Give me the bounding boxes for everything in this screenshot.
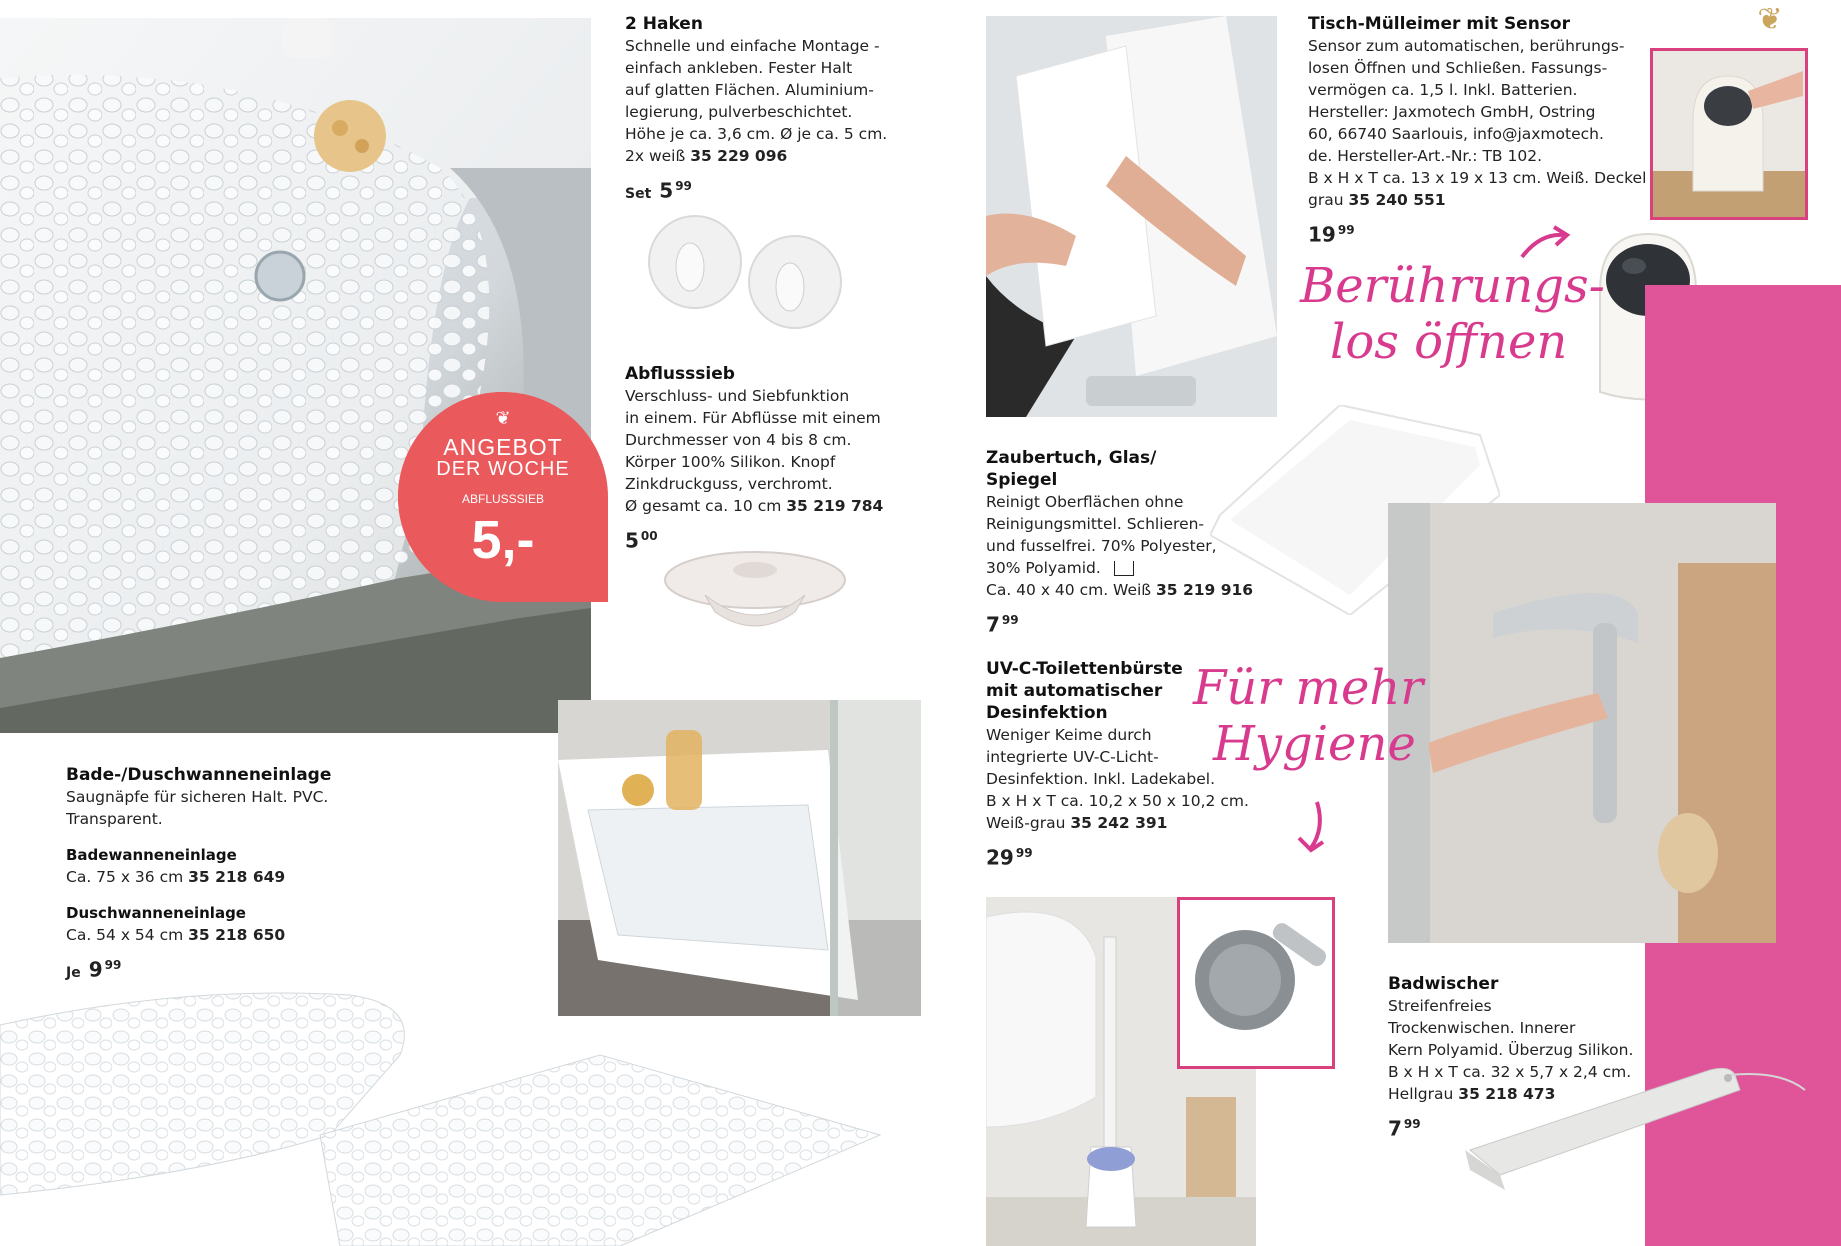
mirror-cleaning-photo: [986, 16, 1277, 417]
variant2-title: Duschwanneneinlage: [66, 904, 246, 922]
sieb-article-number: 35 219 784: [786, 497, 884, 515]
zaubertuch-info: [986, 447, 1254, 637]
bin-in-use-photo: [1650, 48, 1808, 220]
zaubertuch-line: und fusselfrei. 70% Polyester,: [986, 537, 1217, 555]
badwischer-line: Streifenfreies: [1388, 997, 1492, 1015]
shower-wiper-photo: [1388, 503, 1776, 943]
zaubertuch-title-line1: Zaubertuch, Glas/: [986, 448, 1157, 468]
uvc-line: Desinfektion. Inkl. Ladekabel.: [986, 770, 1216, 788]
badwischer-article-number: 35 218 473: [1458, 1085, 1556, 1103]
price-euros: 7: [986, 612, 1000, 637]
sieb-line: Körper 100% Silikon. Knopf: [625, 453, 836, 471]
price-euros: 5: [659, 178, 674, 203]
einlage-line: Transparent.: [66, 810, 163, 828]
price-euros: 9: [88, 957, 103, 982]
muell-line: Sensor zum automatischen, berührungs-: [1308, 37, 1625, 55]
badge-line1: ANGEBOT: [443, 434, 563, 460]
einlage-info: [66, 764, 396, 984]
script-line: Berührungs-: [1300, 258, 1605, 314]
sieb-line: in einem. Für Abflüsse mit einem: [625, 409, 881, 427]
badwischer-line: Kern Polyamid. Überzug Silikon.: [1388, 1041, 1634, 1059]
variant2-size: Ca. 54 x 54 cm: [66, 926, 184, 944]
zaubertuch-line: Reinigt Oberflächen ohne: [986, 493, 1184, 511]
price-cents: 99: [104, 958, 122, 972]
brush-head-inset-photo: [1177, 897, 1335, 1069]
haken-info: [625, 13, 895, 205]
sieb-info: [625, 363, 905, 552]
muell-line: B x H x T ca. 13 x 19 x 13 cm. Weiß. Deckel: [1308, 169, 1647, 187]
price-cents: 99: [675, 179, 692, 193]
uvc-title-line2: mit automatischer: [986, 681, 1163, 701]
muell-line: Hersteller: Jaxmotech GmbH, Ostring: [1308, 103, 1596, 121]
badge-item: ABFLUSSSIEB: [461, 492, 545, 506]
brand-logo-icon: ❦: [1757, 2, 1783, 37]
price-cents: 99: [1001, 613, 1019, 627]
wash-care-icon: [1114, 561, 1134, 576]
drain-strainer-photo: [655, 540, 855, 640]
muell-article-number: 35 240 551: [1348, 191, 1446, 209]
badwischer-line: Trockenwischen. Innerer: [1388, 1019, 1576, 1037]
variant1-article-number: 35 218 649: [188, 868, 286, 886]
badwischer-title: Badwischer: [1388, 974, 1499, 994]
haken-art-prefix: 2x weiß: [625, 147, 686, 165]
einlage-line: Saugnäpfe für sicheren Halt. PVC.: [66, 788, 329, 806]
script-hygiene-heading: [1193, 660, 1423, 772]
bathtub-mat-photo: [0, 18, 591, 733]
script-line: Hygiene: [1213, 716, 1416, 772]
badge-line2: DER WOCHE: [436, 458, 570, 480]
uvc-art-prefix: Weiß-grau: [986, 814, 1066, 832]
script-line: los öffnen: [1330, 314, 1568, 370]
badwischer-art-prefix: Hellgrau: [1388, 1085, 1454, 1103]
bath-mats-photo: [0, 985, 900, 1246]
price-cents: 00: [640, 529, 658, 543]
muell-line: de. Hersteller-Art.-Nr.: TB 102.: [1308, 147, 1542, 165]
sieb-art-prefix: Ø gesamt ca. 10 cm: [625, 497, 782, 515]
einlage-title: Bade-/Duschwanneneinlage: [66, 765, 332, 785]
price-euros: 5: [625, 528, 639, 553]
sieb-line: Durchmesser von 4 bis 8 cm.: [625, 431, 852, 449]
script-touchless-heading: [1300, 258, 1605, 370]
badge-price: 5,-: [471, 510, 535, 570]
sieb-line: Verschluss- und Siebfunktion: [625, 387, 850, 405]
uvc-line: integrierte UV-C-Licht-: [986, 748, 1159, 766]
price-cents: 99: [1337, 223, 1355, 237]
muell-title: Tisch-Mülleimer mit Sensor: [1308, 14, 1570, 34]
haken-title: 2 Haken: [625, 14, 703, 34]
zaubertuch-line: 30% Polyamid.: [986, 559, 1101, 577]
uvc-article-number: 35 242 391: [1070, 814, 1168, 832]
price-prefix: Je: [66, 964, 81, 981]
price-euros: 19: [1308, 222, 1336, 247]
haken-article-number: 35 229 096: [690, 147, 788, 165]
wiper-product-photo: [1460, 1050, 1820, 1200]
hooks-photo: [630, 205, 880, 340]
zaubertuch-price: [986, 609, 1246, 636]
badge-logo-icon: ❦: [495, 408, 511, 429]
price-prefix: Set: [625, 185, 652, 202]
zaubertuch-line: Reinigungsmittel. Schlieren-: [986, 515, 1205, 533]
muell-line: 60, 66740 Saarlouis, info@jaxmotech.: [1308, 125, 1604, 143]
muell-info: [1308, 13, 1648, 246]
sieb-title: Abflusssieb: [625, 364, 735, 384]
price-cents: 99: [1403, 1117, 1421, 1131]
haken-line: Höhe je ca. 3,6 cm. Ø je ca. 5 cm.: [625, 125, 888, 143]
variant2-article-number: 35 218 650: [188, 926, 286, 944]
muell-line: vermögen ca. 1,5 l. Inkl. Batterien.: [1308, 81, 1578, 99]
uvc-price: [986, 842, 1246, 869]
offer-badge: [398, 392, 608, 602]
haken-price: [625, 175, 895, 205]
uvc-line: B x H x T ca. 10,2 x 50 x 10,2 cm.: [986, 792, 1249, 810]
haken-line: auf glatten Flächen. Aluminium-: [625, 81, 874, 99]
uvc-title-line1: UV-C-Toilettenbürste: [986, 659, 1183, 679]
price-cents: 99: [1015, 846, 1033, 860]
haken-line: Schnelle und einfache Montage -: [625, 37, 880, 55]
uvc-line: Weniger Keime durch: [986, 726, 1152, 744]
uvc-title-line3: Desinfektion: [986, 703, 1108, 723]
variant1-title: Badewanneneinlage: [66, 846, 237, 864]
price-euros: 29: [986, 845, 1014, 870]
muell-art-prefix: grau: [1308, 191, 1344, 209]
haken-line: einfach ankleben. Fester Halt: [625, 59, 853, 77]
arrow-down-icon: [1295, 800, 1329, 856]
sieb-line: Zinkdruckguss, verchromt.: [625, 475, 833, 493]
variant1-size: Ca. 75 x 36 cm: [66, 868, 184, 886]
shower-tray-photo: [558, 700, 921, 1016]
haken-line: legierung, pulverbeschichtet.: [625, 103, 853, 121]
script-line: Für mehr: [1193, 660, 1424, 716]
muell-line: losen Öffnen und Schließen. Fassungs-: [1308, 59, 1608, 77]
price-euros: 7: [1388, 1116, 1402, 1141]
badwischer-line: B x H x T ca. 32 x 5,7 x 2,4 cm.: [1388, 1063, 1632, 1081]
einlage-price: [66, 954, 396, 984]
zaubertuch-article-number: 35 219 916: [1156, 581, 1254, 599]
zaubertuch-title-line2: Spiegel: [986, 470, 1058, 490]
zaubertuch-art-prefix: Ca. 40 x 40 cm. Weiß: [986, 581, 1152, 599]
